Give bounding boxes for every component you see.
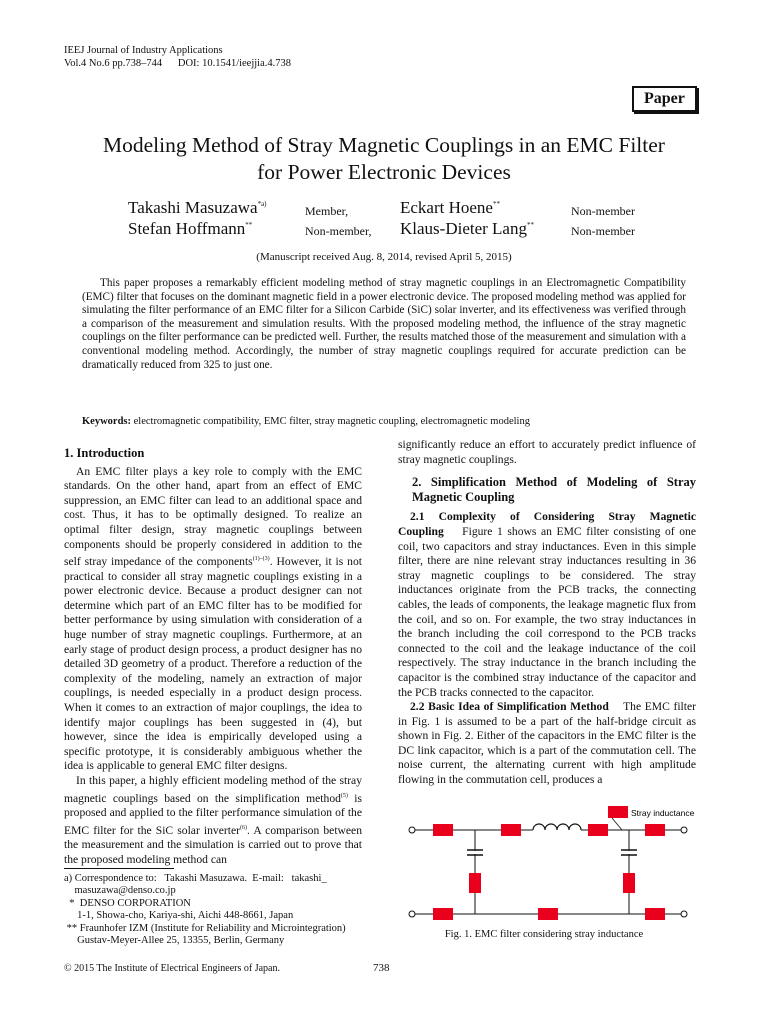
title-line-2: for Power Electronic Devices: [257, 160, 511, 184]
intro-paragraph-1: An EMC filter plays a key role to comply with the EMC standards. On the other hand, apart from an effect of EMC suppression, an EMC filter can lead to an additional space and cost. Thus, it has to be optimally designed. To realize an optimal filter design, stray magnetic couplings between components should be properly considered in addition to the self stray impedance of the components$^{(1)-(3)}$. However, it is not practical to consider all stray magnetic couplings existing in a power electronic device. Because a product designer can not determine which part of an EMC filter has to be modified for better performance by using simulation with consideration of a huge number of stray magnetic couplings. Furthermore, at an early stage of product design process, a product designer has no detailed 3D geometry of a product. Therefore a reduction of the complexity of the modeling, namely an extraction of major couplings, is needed especially in a product design process. When it comes to an extraction of major couplings, the idea to identify major couplings has been suggested in (4), but however, since the idea is empirically developed using a specific prototype, it is considerably ambiguous whether the idea is applicable to general EMC filter designs.: [64, 464, 362, 773]
section-1-heading: 1. Introduction: [64, 446, 145, 460]
stray-inductance-2: [501, 824, 521, 836]
terminal-bottom-right: [681, 911, 687, 917]
footnote-correspondence: a) Correspondence to: Takashi Masuzawa. E-mail: takashi_: [64, 873, 327, 884]
figure-1-emc-filter: [398, 800, 698, 925]
footnote-affiliation-1: * DENSO CORPORATION: [64, 897, 191, 909]
subsection-2-1: 2.1 Complexity of Considering Stray Magnetic Coupling Figure 1 shows an EMC filter consisting of one coil, two capacitors and stray inductances. Even in this simple filter, there are nine relevant stray inductances resulting in 36 stray magnetic couplings to be considered. The stray inductances originate from the PCB tracks, the connecting cables, the leads of components, the leakage magnetic flux from the coil, and so on. For example, the two stray inductances in the branch including the coil correspond to the PCB tracks connected to the coil and the leakage inductance of the coil respectively. The stray inductance in the branch including the capacitor is the combined stray inductance of the capacitor and the PCB tracks connected to the capacitor.: [398, 510, 696, 699]
subsection-2-2: 2.2 Basic Idea of Simplification Method The EMC filter in Fig. 1 is assumed to be a part of the half-bridge circuit as shown in Fig. 2. Either of the capacitors in the EMC filter is the DC link capacitor, which is a part of the commutation cell. The noise current, the alternating current with high amplitude flowing in the commutation cell, produces a: [398, 700, 696, 787]
author-2-role: Non-member: [571, 204, 635, 218]
copyright: © 2015 The Institute of Electrical Engineers of Japan.: [64, 963, 280, 974]
keywords-list: electromagnetic compatibility, EMC filter, stray magnetic coupling, electromagnetic modeling: [133, 416, 530, 427]
stray-inductance-8: [538, 908, 558, 920]
stray-inductance-1: [433, 824, 453, 836]
right-column: [398, 438, 696, 788]
subsection-2-2-heading: 2.2 Basic Idea of Simplification Method: [410, 700, 609, 714]
footnote-email: masuzawa@denso.co.jp: [64, 885, 176, 897]
stray-inductance-7: [433, 908, 453, 920]
author-1-role: Member,: [305, 204, 349, 218]
author-3: Stefan Hoffmann**: [128, 219, 253, 238]
terminal-top-left: [409, 827, 415, 833]
manuscript-received: (Manuscript received Aug. 8, 2014, revised April 5, 2015): [256, 251, 512, 263]
stray-inductance-9: [645, 908, 665, 920]
stray-inductance-4: [645, 824, 665, 836]
journal-volume: Vol.4 No.6 pp.738–744 DOI: 10.1541/ieejjia.4.738: [64, 58, 292, 69]
abstract: This paper proposes a remarkably efficient modeling method of stray magnetic couplings in an Electromagnetic Compatibility (EMC) filter that focuses on the dominant magnetic field in a power electronic device. The proposed modeling method was applied for simulating the filter performance of an EMC filter for a Silicon Carbide (SiC) solar inverter, and its effectiveness was verified through a comparison of the measurement and simulation results. With the proposed modeling method, the influence of the stray magnetic couplings on the filter performance can be predicted well. Further, the results matched those of the measurement and simulation with a conventional modeling method. Accordingly, the number of stray magnetic couplings required for accurate prediction can be dramatically reduced from 325 to just one.: [82, 277, 686, 371]
footnote-rule: [64, 868, 174, 869]
section-2-heading: 2. Simplification Method of Modeling of Stray Magnetic Coupling: [412, 475, 696, 504]
legend-inductor-swatch: [608, 806, 628, 818]
author-1: Takashi Masuzawa$^{*a)}$: [128, 198, 267, 217]
keywords: [82, 416, 686, 427]
stray-inductance-5: [469, 873, 481, 893]
author-4: Klaus-Dieter Lang**: [400, 219, 534, 238]
journal-name: IEEJ Journal of Industry Applications: [64, 45, 223, 56]
stray-inductance-3: [588, 824, 608, 836]
author-4-role: Non-member: [571, 224, 635, 238]
subsection-2-1-heading: 2.1 Complexity of Considering Stray Magnetic Coupling: [398, 510, 696, 538]
terminal-bottom-left: [409, 911, 415, 917]
figure-1-caption: Fig. 1. EMC filter considering stray inductance: [444, 929, 644, 940]
journal-header: [64, 44, 291, 70]
paper-title: [40, 132, 728, 186]
intro-paragraph-2: In this paper, a highly efficient modeling method of the stray magnetic couplings based on the simplification method$^{(5)}$ is proposed and applied to the filter performance simulation of the EMC filter for the SiC solar inverter$^{(6)}$. A comparison between the measurement and the simulation is carried out to prove that the proposed modeling method can: [64, 773, 362, 866]
footnotes: [64, 868, 364, 947]
terminal-top-right: [681, 827, 687, 833]
title-line-1: Modeling Method of Stray Magnetic Couplings in an EMC Filter: [103, 133, 665, 157]
author-3-role: Non-member,: [305, 224, 372, 238]
author-2: Eckart Hoene**: [400, 198, 500, 217]
footnote-affiliation-2: ** Fraunhofer IZM (Institute for Reliability and Microintegration): [64, 922, 346, 934]
keywords-label: Keywords:: [82, 416, 131, 427]
page-number: 738: [373, 962, 390, 974]
continued-paragraph: significantly reduce an effort to accurately predict influence of stray magnetic couplings.: [398, 438, 696, 466]
footnote-address-1: 1-1, Showa-cho, Kariya-shi, Aichi 448-8661, Japan: [64, 910, 294, 922]
left-column: [64, 446, 362, 867]
footnote-address-2: Gustav-Meyer-Allee 25, 13355, Berlin, Germany: [64, 935, 285, 947]
coil: [533, 824, 581, 830]
paper-badge: Paper: [632, 86, 697, 112]
legend-label: Stray inductance: [631, 808, 695, 818]
stray-inductance-6: [623, 873, 635, 893]
